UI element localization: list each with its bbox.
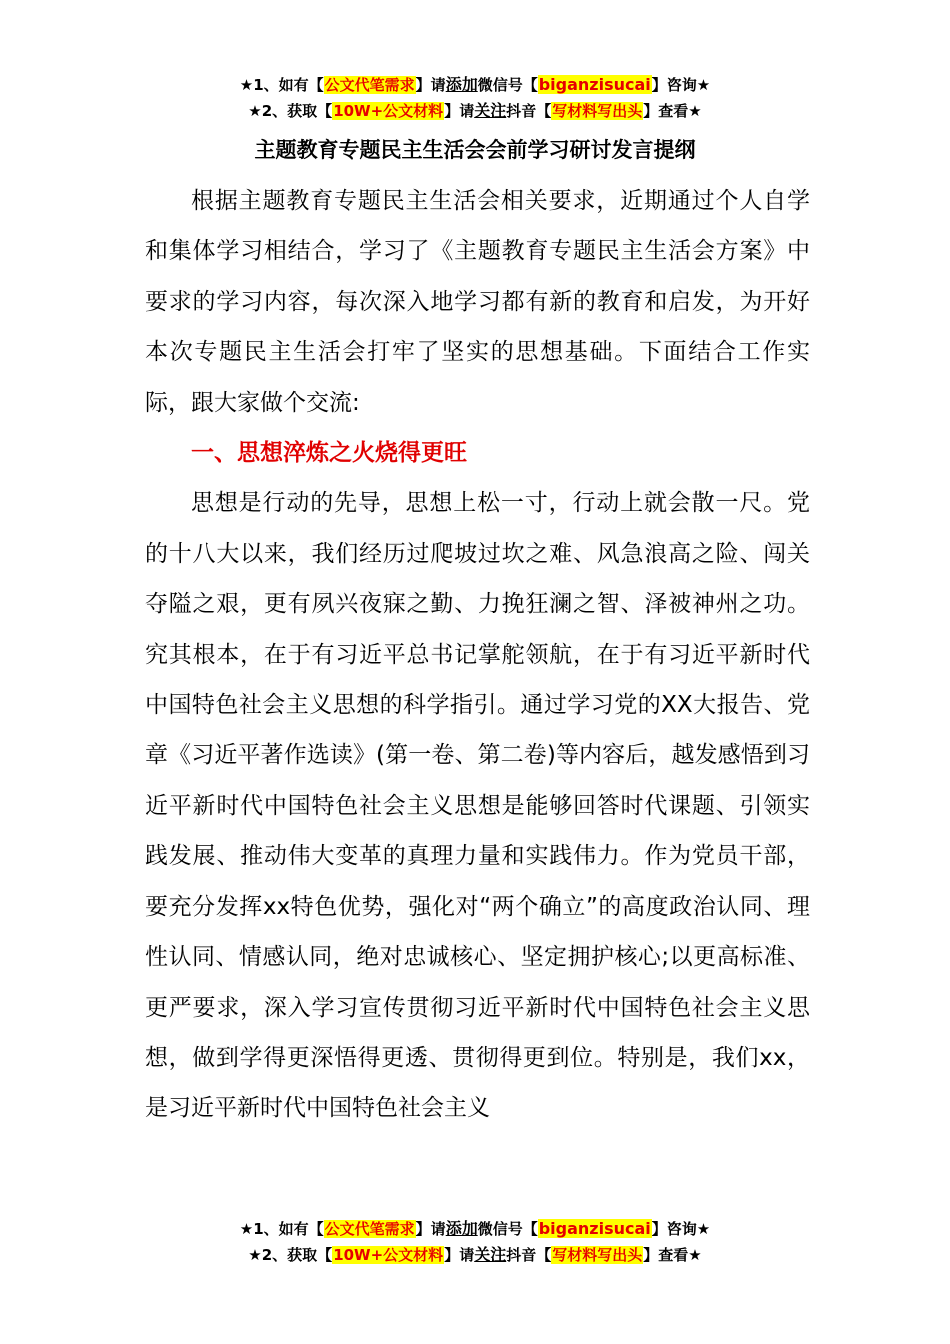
promo-douyin-id: 写材料写出头	[552, 102, 643, 120]
promo-underlined: 添加	[445, 1219, 478, 1238]
promo-text: 】查看★	[643, 1246, 702, 1264]
promo-underlined: 关注	[474, 1245, 507, 1264]
promo-text: ★2、获取【	[248, 1246, 333, 1264]
promo-text: 】咨询★	[651, 76, 711, 94]
promo-text: 】请	[444, 1246, 475, 1264]
section-paragraph: 思想是行动的先导，思想上松一寸，行动上就会散一尺。党的十八大以来，我们经历过爬坡过坎之难、风急浪高之险、闯关夺隘之艰，更有夙兴夜寐之勤、力挽狂澜之智、泽被神州之功。究其根本，在于有习近平总书记掌舵领航，在于有习近平新时代中国特色社会主义思想的科学指引。通过学习党的XX大报告、党章《习近平著作选读》(第一卷、第二卷)等内容后，越发感悟到习近平新时代中国特色社会主义思想是能够回答时代课题、引领实践发展、推动伟大变革的真理力量和实践伟力。作为党员干部，要充分发挥xx特色优势，强化对“两个确立”的高度政治认同、理性认同、情感认同，绝对忠诚核心、坚定拥护核心;以更高标准、更严要求，深入学习宣传贯彻习近平新时代中国特色社会主义思想，做到学得更深悟得更透、贯彻得更到位。特别是，我们xx，是习近平新时代中国特色社会主义	[145, 490, 810, 1122]
promo-line-2	[0, 98, 950, 124]
promo-wechat-id: biganzisucai	[538, 1219, 651, 1238]
promo-text: ★1、如有【	[239, 76, 324, 94]
section-heading: 一、思想淬炼之火烧得更旺	[191, 440, 467, 467]
promo-highlight: 公文代笔需求	[324, 1220, 415, 1238]
intro-paragraph: 根据主题教育专题民主生活会相关要求，近期通过个人自学和集体学习相结合，学习了《主题教育专题民主生活会方案》中要求的学习内容，每次深入地学习都有新的教育和启发，为开好本次专题民主生活会打牢了坚实的思想基础。下面结合工作实际，跟大家做个交流:	[145, 188, 810, 416]
promo-highlight: 10W+公文材料	[333, 1246, 444, 1264]
promo-text: 抖音【	[506, 1246, 552, 1264]
promo-line-2	[0, 1242, 950, 1268]
footer-promo-banner	[0, 1216, 950, 1268]
promo-underlined: 关注	[474, 101, 507, 120]
promo-text: 】查看★	[643, 102, 702, 120]
promo-text: 】请	[415, 1220, 446, 1238]
promo-text: ★1、如有【	[239, 1220, 324, 1238]
document-title: 主题教育专题民主生活会会前学习研讨发言提纲	[254, 138, 696, 162]
promo-wechat-id: biganzisucai	[538, 75, 651, 94]
promo-text: ★2、获取【	[248, 102, 333, 120]
promo-douyin-id: 写材料写出头	[552, 1246, 643, 1264]
promo-text: 微信号【	[477, 76, 538, 94]
promo-text: 微信号【	[477, 1220, 538, 1238]
promo-text: 】请	[415, 76, 446, 94]
promo-underlined: 添加	[445, 75, 478, 94]
promo-highlight: 10W+公文材料	[333, 102, 444, 120]
promo-highlight: 公文代笔需求	[324, 76, 415, 94]
promo-line-1	[0, 1216, 950, 1242]
promo-text: 】咨询★	[651, 1220, 711, 1238]
header-promo-banner	[0, 72, 950, 124]
promo-text: 】请	[444, 102, 475, 120]
document-body	[145, 176, 810, 1134]
promo-line-1	[0, 72, 950, 98]
promo-text: 抖音【	[506, 102, 552, 120]
